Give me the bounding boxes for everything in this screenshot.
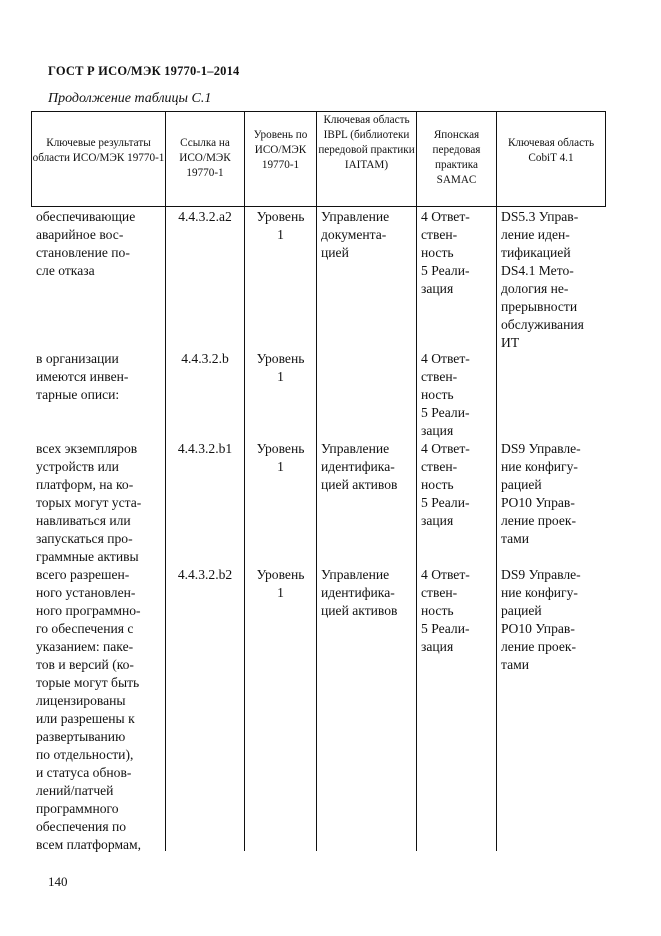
column-divider	[316, 111, 317, 851]
header-level: Уровень по ИСО/МЭК 19770-1	[253, 129, 308, 171]
column-divider	[416, 111, 417, 851]
cell-ibpl: Управление идентифика- цией активов	[321, 441, 398, 492]
cell-level: Уровень 1	[256, 441, 305, 474]
header-samac: Японская передовая практика SAMAC	[432, 129, 481, 186]
cell-result: обеспечивающие аварийное вос- становление по- сле отказа	[36, 209, 136, 278]
cell-ibpl: Управление идентифика- цией активов	[321, 567, 398, 618]
cell-cobit: DS5.3 Управ- ление иден- тификацией DS4.1 Мето- дология не- прерывности обслуживания ИТ	[501, 209, 584, 350]
table-header-bottom-border	[31, 206, 606, 207]
table-caption: Продолжение таблицы С.1	[48, 91, 212, 106]
page-number: 140	[48, 874, 68, 889]
cell-level: Уровень 1	[256, 351, 305, 384]
cell-level: Уровень 1	[256, 567, 305, 600]
header-ibpl: Ключевая область IBPL (библиотеки передовой практики IAITAM)	[318, 114, 415, 171]
table-right-border	[605, 111, 606, 207]
cell-reference: 4.4.3.2.b1	[177, 441, 233, 456]
header-key-results: Ключевые результаты области ИСО/МЭК 19770-1	[32, 137, 165, 164]
table-top-border	[31, 111, 606, 112]
cell-cobit: DS9 Управле- ние конфигу- рацией PO10 Управ- ление проек- тами	[501, 567, 581, 672]
cell-reference: 4.4.3.2.a2	[178, 209, 232, 224]
cell-reference: 4.4.3.2.b	[181, 351, 229, 366]
column-divider	[496, 111, 497, 851]
cell-ibpl: Управление документа- цией	[321, 209, 390, 260]
cell-result: в организации имеются инвен- тарные описи:	[36, 351, 129, 402]
cell-level: Уровень 1	[256, 209, 305, 242]
cell-samac: 4 Ответ- ствен- ность 5 Реали- зация	[421, 441, 470, 528]
cell-samac: 4 Ответ- ствен- ность 5 Реали- зация	[421, 567, 470, 654]
cell-result: всех экземпляров устройств или платформ, на ко- торых могут уста- навливаться или запускаться про- граммные активы	[36, 441, 142, 564]
header-reference: Ссылка на ИСО/МЭК 19770-1	[179, 137, 231, 179]
cell-cobit: DS9 Управле- ние конфигу- рацией PO10 Управ- ление проек- тами	[501, 441, 581, 546]
document-title: ГОСТ Р ИСО/МЭК 19770-1–2014	[48, 64, 240, 78]
header-cobit: Ключевая область CobiT 4.1	[507, 137, 595, 164]
cell-samac: 4 Ответ- ствен- ность 5 Реали- зация	[421, 351, 470, 438]
cell-reference: 4.4.3.2.b2	[177, 567, 233, 582]
cell-result: всего разрешен- ного установлен- ного программно- го обеспечения с указанием: паке- тов и версий (ко- торые могут быть лицензированы или разрешены к развертыванию по отдельности), и статуса обнов- лений/патчей программного обеспечения по всем платформам,	[36, 567, 141, 852]
cell-samac: 4 Ответ- ствен- ность 5 Реали- зация	[421, 209, 470, 296]
